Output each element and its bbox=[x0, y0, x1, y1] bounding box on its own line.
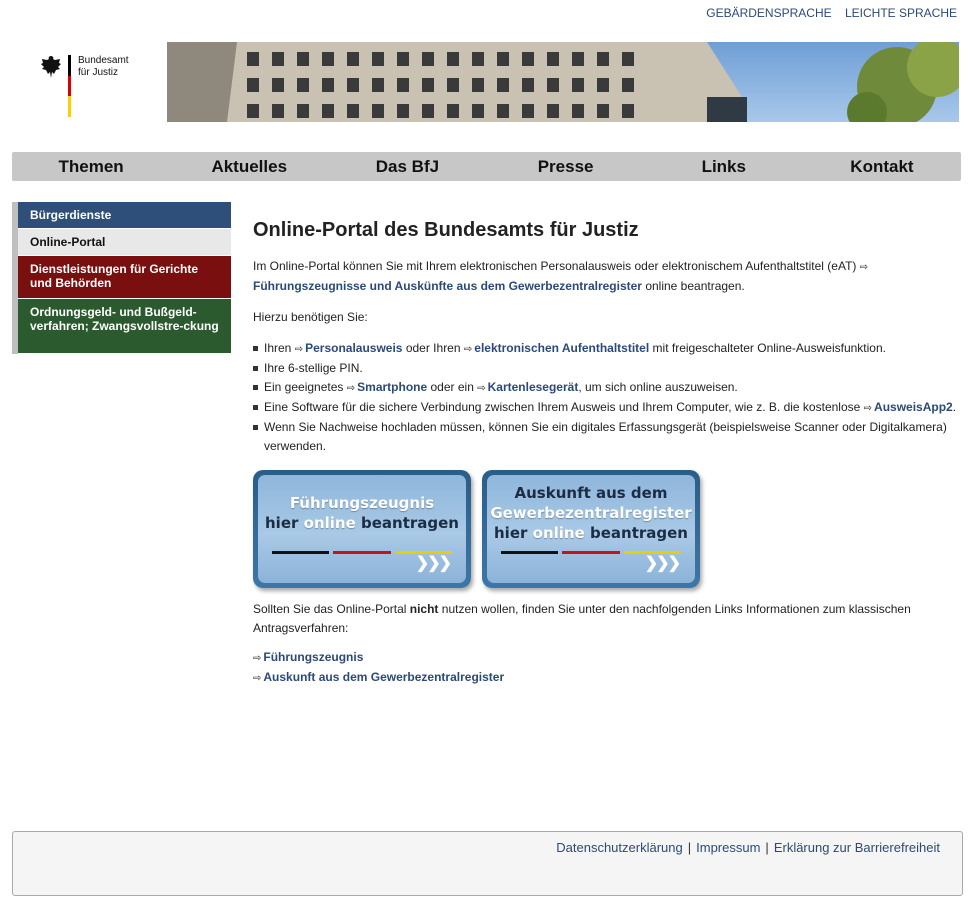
link-arrow-icon: ⇨ bbox=[253, 673, 262, 684]
sidebar-nav bbox=[12, 202, 231, 354]
footer-separator: | bbox=[687, 840, 692, 855]
nav-links[interactable]: Links bbox=[701, 157, 746, 176]
footer bbox=[12, 831, 963, 896]
page-title: Online-Portal des Bundesamts für Justiz bbox=[253, 219, 639, 241]
sign-language-link[interactable]: GEBÄRDENSPRACHE bbox=[706, 6, 832, 20]
link-arrow-icon: ⇨ bbox=[477, 383, 486, 394]
accessibility-link[interactable]: Erklärung zur Barrierefreiheit bbox=[773, 840, 940, 855]
footer-separator: | bbox=[765, 840, 769, 855]
link-arrow-icon: ⇨ bbox=[253, 653, 262, 664]
nav-kontakt[interactable]: Kontakt bbox=[850, 157, 914, 176]
header-banner-image bbox=[167, 42, 959, 122]
easy-language-link[interactable]: LEICHTE SPRACHE bbox=[844, 6, 957, 20]
top-utility-nav bbox=[696, 6, 957, 20]
imprint-link[interactable]: Impressum bbox=[696, 840, 761, 855]
sidebar-item-buergerdienste[interactable]: Bürgerdienste bbox=[18, 202, 231, 229]
classic-links bbox=[253, 648, 961, 688]
link-arrow-icon: ⇨ bbox=[346, 383, 356, 394]
link-arrow-icon: ⇨ bbox=[294, 344, 304, 355]
chevrons-right-icon: ❯❯❯ bbox=[644, 555, 679, 572]
logo-text: Bundesamt für Justiz bbox=[78, 55, 129, 78]
requirements-label: Hierzu benötigen Sie: bbox=[253, 310, 368, 324]
cta-buttons bbox=[253, 470, 961, 588]
federal-eagle-icon bbox=[40, 55, 62, 79]
chevrons-right-icon: ❯❯❯ bbox=[415, 555, 450, 572]
link-arrow-icon: ⇨ bbox=[463, 344, 473, 355]
sidebar-item-online-portal[interactable]: Online-Portal bbox=[18, 229, 231, 256]
nav-das-bfj[interactable]: Das BfJ bbox=[375, 157, 440, 176]
german-flag-bar bbox=[68, 55, 71, 117]
main-navigation bbox=[12, 152, 961, 181]
sidebar-item-dienstleistungen[interactable]: Dienstleistungen für Gerichte und Behörden bbox=[18, 256, 231, 299]
fuehrungszeugnis-online-button[interactable]: Führungszeugnis hier online beantragen ❯❯❯ bbox=[253, 470, 471, 588]
list-item: Ein geeignetes ⇨ Smartphone oder ein ⇨ Kartenlesegerät, um sich online auszuweisen. bbox=[253, 378, 961, 398]
nav-themen[interactable]: Themen bbox=[58, 157, 124, 176]
privacy-link[interactable]: Datenschutzerklärung bbox=[556, 840, 683, 855]
bfj-logo[interactable] bbox=[40, 55, 150, 117]
nav-presse[interactable]: Presse bbox=[537, 157, 594, 176]
requirements-list bbox=[253, 339, 961, 456]
alternative-paragraph: Sollten Sie das Online-Portal nicht nutzen wollen, finden Sie unter den nachfolgenden Links Informationen zum klassischen Antragsverfahren: bbox=[253, 602, 911, 635]
link-arrow-icon: ⇨ bbox=[863, 403, 873, 414]
personalausweis-link[interactable]: Personalausweis bbox=[305, 341, 403, 355]
intro-paragraph: Im Online-Portal können Sie mit Ihrem elektronischen Personalausweis oder elektronischem Aufenthaltstitel (eAT) ⇨ Führungszeugnisse und Auskünfte aus dem Gewerbezentralregister online beantragen. bbox=[253, 259, 869, 293]
list-item: Ihre 6-stellige PIN. bbox=[253, 359, 961, 378]
kartenlesegeraet-link[interactable]: Kartenlesegerät bbox=[487, 380, 579, 394]
list-item: Ihren ⇨ Personalausweis oder Ihren ⇨ elektronischen Aufenthaltstitel mit freigeschalteter Online-Ausweisfunktion. bbox=[253, 339, 961, 359]
gewerbezentralregister-link[interactable]: Auskunft aus dem Gewerbezentralregister bbox=[263, 670, 505, 684]
main-content bbox=[253, 218, 961, 688]
sidebar-item-ordnungsgeld[interactable]: Ordnungsgeld- und Bußgeld-verfahren; Zwangsvollstre-ckung bbox=[18, 299, 231, 354]
list-item: Eine Software für die sichere Verbindung zwischen Ihrem Ausweis und Ihrem Computer, wie z. B. die kostenlose ⇨ AusweisApp2. bbox=[253, 398, 961, 418]
smartphone-link[interactable]: Smartphone bbox=[357, 380, 428, 394]
link-arrow-icon: ⇨ bbox=[859, 262, 869, 273]
gewerbezentralregister-online-button[interactable]: Auskunft aus dem Gewerbezentralregister hier online beantragen ❯❯❯ bbox=[482, 470, 700, 588]
fuehrungszeugnis-link[interactable]: Führungszeugnis bbox=[263, 650, 364, 664]
intro-link[interactable]: Führungszeugnisse und Auskünfte aus dem Gewerbezentralregister bbox=[253, 279, 642, 293]
aufenthaltstitel-link[interactable]: elektronischen Aufenthaltstitel bbox=[474, 341, 650, 355]
nav-aktuelles[interactable]: Aktuelles bbox=[211, 157, 288, 176]
ausweisapp2-link[interactable]: AusweisApp2 bbox=[874, 400, 953, 414]
list-item: Wenn Sie Nachweise hochladen müssen, können Sie ein digitales Erfassungsgerät (beispielsweise Scanner oder Digitalkamera) verwenden. bbox=[253, 418, 961, 456]
